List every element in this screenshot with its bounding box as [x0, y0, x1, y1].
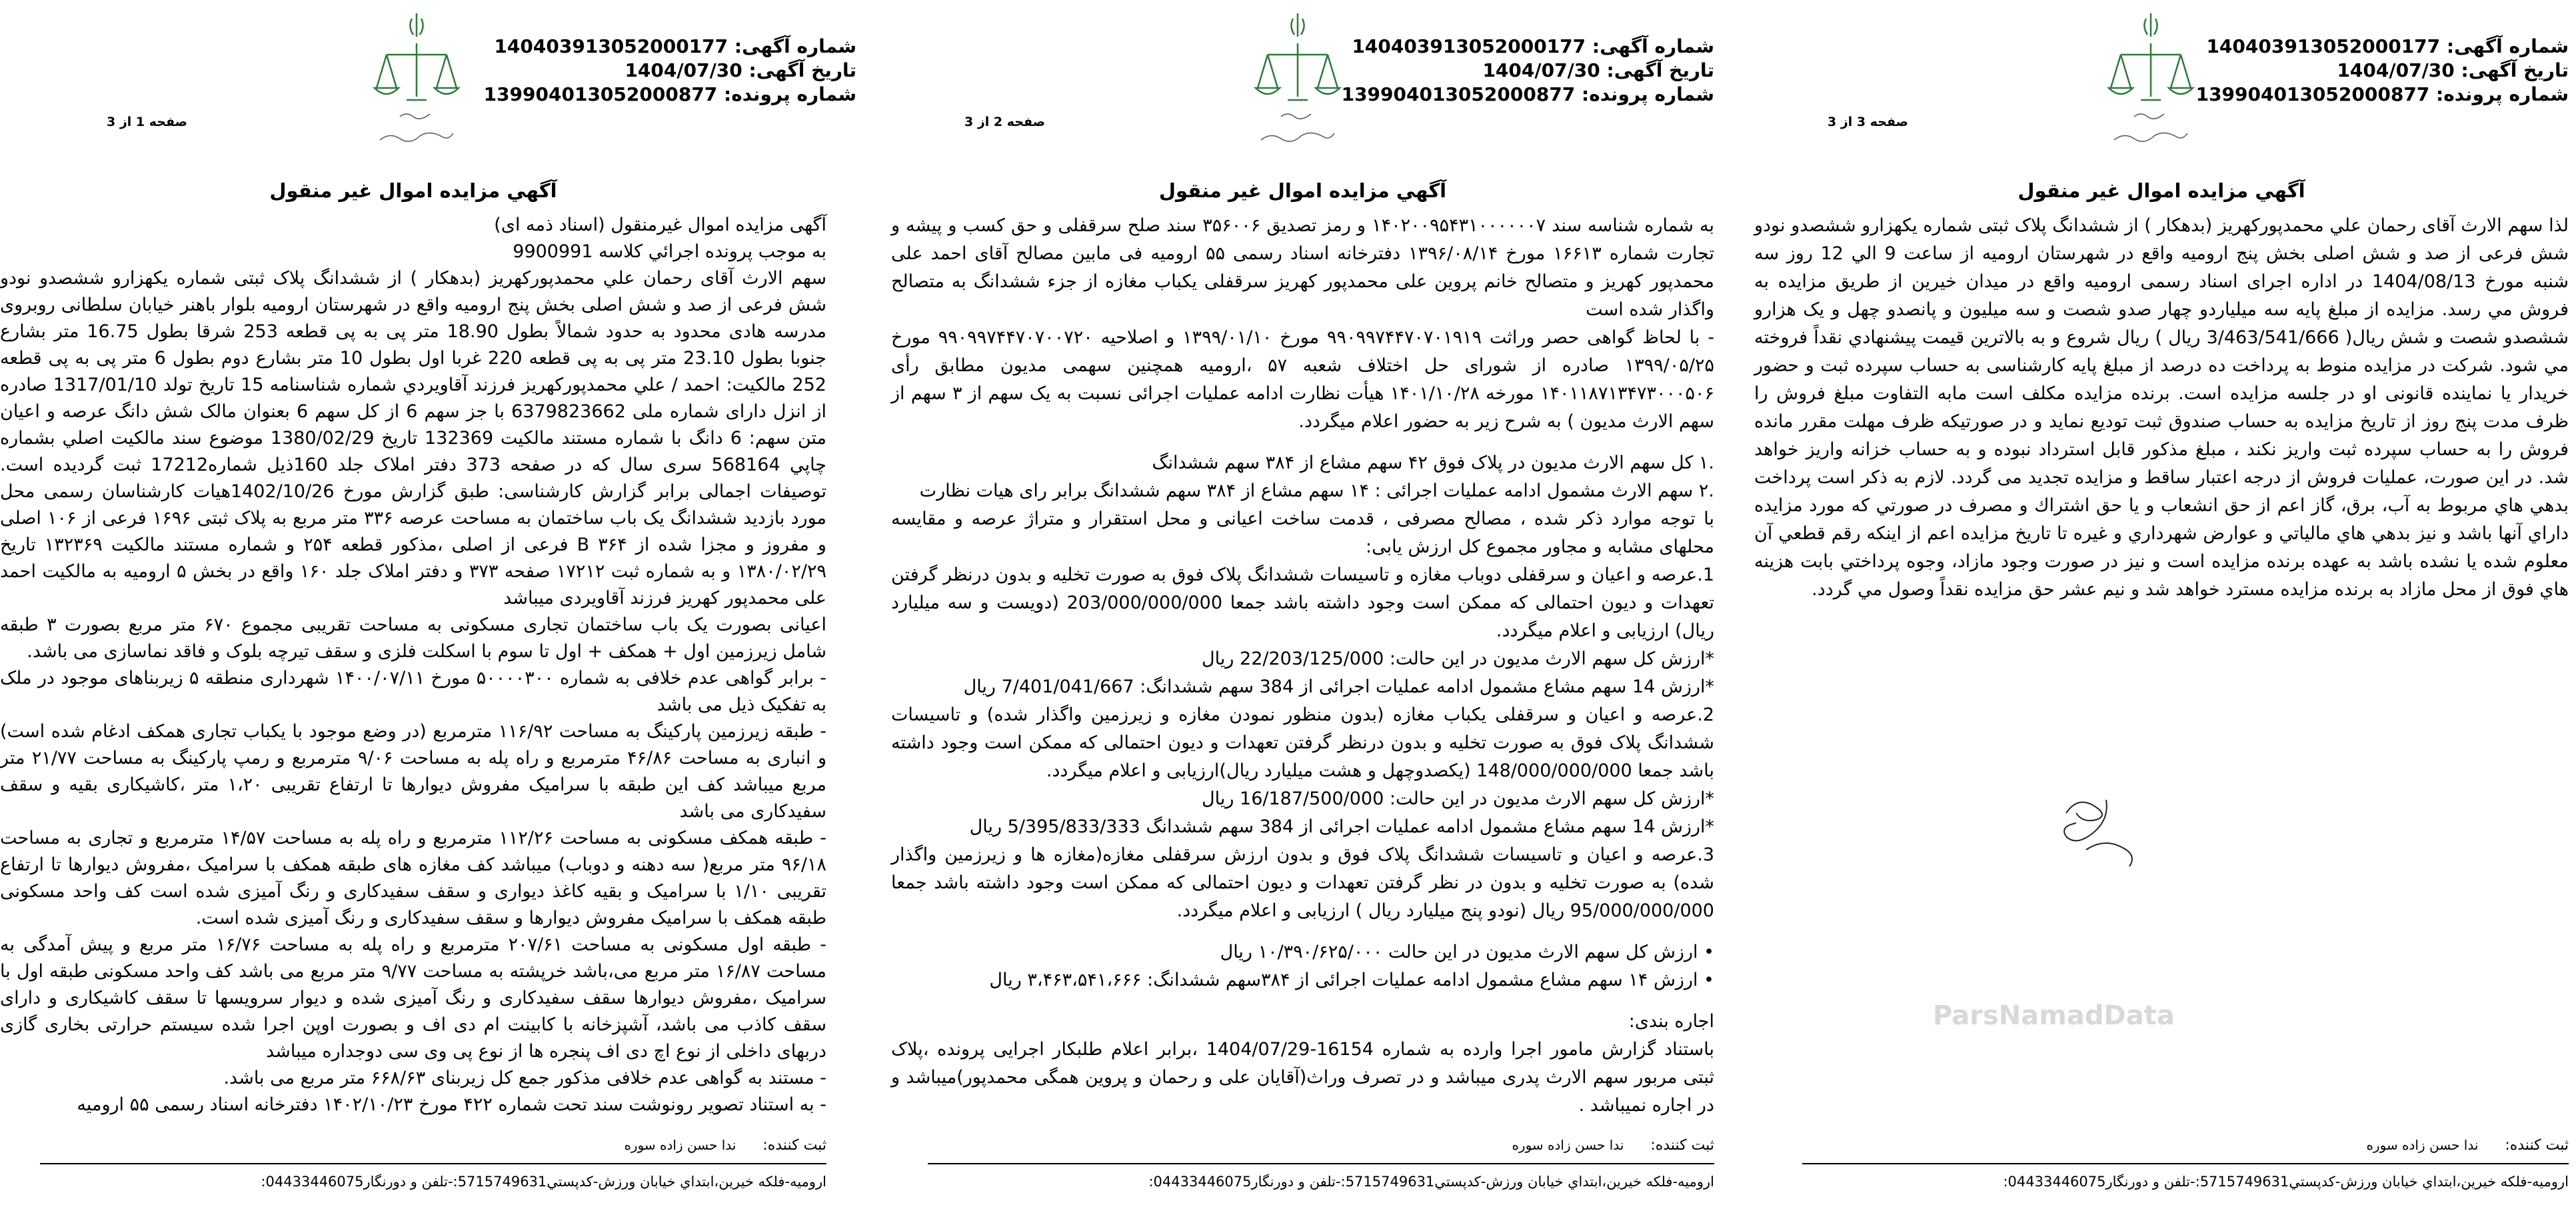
ad-number: 140403913052000177 — [2206, 35, 2441, 57]
ad-number-label: شماره آگهی: — [734, 35, 856, 57]
judiciary-scales-logo — [367, 7, 467, 157]
registrar — [624, 1135, 826, 1156]
page-title: آگهي مزايده اموال غير منقول — [1158, 179, 1447, 202]
ad-header — [2196, 35, 2569, 107]
paragraph: - به استناد تصویر رونوشت سند تحت شماره ۴۲۲ مورخ ۱۴۰۲/۱۰/۲۳ دفترخانه اسناد رسمی ۵۵ ارومیه — [77, 1094, 826, 1115]
valuation-value: *ارزش 14 سهم مشاع مشمول ادامه عملیات اجرائی از 384 سهم ششدانگ 5/395/833/333 ریال — [969, 816, 1714, 837]
file-number-label: شماره پرونده: — [724, 83, 856, 105]
footer-divider — [40, 1163, 826, 1164]
page-number: صفحه 1 از 3 — [107, 115, 188, 129]
bullet-item: • ارزش ۱۴ سهم مشاع مشمول ادامه عملیات اجرائی از ۳۸۴سهم ششدانگ: ۳،۴۶۳،۵۴۱،۶۶۶ ریال — [989, 970, 1714, 990]
ad-date: 1404/07/30 — [2337, 59, 2455, 81]
valuation-value: *ارزش 14 سهم مشاع مشمول ادامه عملیات اجرائی از 384 سهم ششدانگ: 7/401/041/667 ریال — [963, 676, 1714, 697]
registrar — [1512, 1135, 1714, 1156]
ad-date-label: تاریخ آگهی: — [748, 59, 856, 81]
watermark: ParsNamadData — [1933, 1000, 2175, 1031]
paragraph: - با لحاظ گواهی حصر وراثت ۹۹۰۹۹۷۴۴۷۰۷۰۱۹۱۹ مورخ ۱۳۹۹/۰۱/۱۰ و اصلاحیه ۹۹۰۹۹۷۴۴۷۰۷۰۰۷۲۰ مورخ ۱۳۹۹/۰۵/۲۵ صادره از شورای حل اختلاف شعبه ۵۷ ،ارومیه همچنین سهمی مدیون مطابق رأی ۱۴۰۱۱۸۷۱۳۴۷۳۰۰۰۵۰۶ مورخه ۱۴۰۱/۱۰/۲۸ هیأت نظارت ادامه عملیات اجرائی نسبت به یک سهم از ۳ سهم از سهم الارث مدیون ) به شرح زیر به حضور اعلام میگردد. — [891, 327, 1715, 432]
valuation-item: 1.عرصه و اعیان و سرقفلی دوباب مغازه و تاسیسات ششدانگ پلاک فوق به صورت تخلیه و بدون درنظر گرفتن تعهدات و دیون احتمالی که ممکن است وجود داشته باشد جمعا 203/000/000/000 (دویست و سه میلیارد ریال) ارزیابی و اعلام میگردد. — [891, 565, 1714, 641]
paragraph: با توجه موارد ذکر شده ، مصالح مصرفی ، قدمت ساخت اعیانی و محل استقرار و متراژ عرصه و مقایسه محلهای مشابه و مجاور مجموع کل ارزش یابی: — [891, 509, 1714, 557]
registrar-label: ثبت کننده: — [1650, 1137, 1714, 1154]
valuation-item: 3.عرصه و اعیان و تاسیسات ششدانگ پلاک فوق و بدون ارزش سرقفلی مغازه(مغازه ها و زیرزمین واگذار شده) به صورت تخلیه و بدون در نظر گرفتن تعهدات و دیون احتمالی که ممکن است وجود داشته باشد جمعا 95/000/000/000 ریال (نودو پنج میلیارد ریال ) ارزیابی و اعلام میگردد. — [891, 844, 1714, 921]
ad-date: 1404/07/30 — [625, 59, 742, 81]
judiciary-scales-logo — [2101, 7, 2201, 157]
paragraph: - طبقه همکف مسکونی به مساحت ۱۱۲/۲۶ مترمربع و راه پله به مساحت ۱۴/۵۷ مترمربع و تجاری به مساحت ۹۶/۱۸ متر مربع( سه دهنه و دوباب) میباشد کف مغازه های طبقه همکف با سرامیک ،مفروش دیوارها تا ارتفاع تقریبی ۱/۱۰ با سرامیک و بقیه کاغذ دیواری و سقف سفیدکاری و رنگ آمیزی شده است کف واحد مسکونی طبقه همکف با سرامیک مفروش دیوارها و سقف سفیدکاری و رنگ آمیزی شده است. — [0, 828, 827, 928]
valuation-value: *ارزش کل سهم الارث مدیون در این حالت: 16/187/500/000 ریال — [1202, 788, 1714, 809]
paragraph: - طبقه اول مسکونی به مساحت ۲۰۷/۶۱ مترمربع و راه پله به مساحت ۱۶/۷۶ متر مربع و پیش آمدگی به مساحت ۱۶/۸۷ متر مربع می،باشد خرپشته به مساحت ۹/۷۷ متر مربع می باشد کف واحد مسکونی طبقه اول با سرامیک ،مفروش دیوارها سقف سفیدکاری و رنگ آمیزی شده و دیوار سرویسها تا سقف کاشیکاری و دارای سقف کاذب می باشد، آشپزخانه با کابینت ام دی اف و بصورت اوپن اجرا شده سیستم حرارتی بخاری گازی دربهای داخلی از نوع اچ دی اف پنجره ها از نوع پی وی سی دوجداره میباشد — [0, 934, 827, 1062]
ad-header — [1342, 35, 1714, 107]
footer-divider — [1802, 1163, 2569, 1164]
footer-divider — [928, 1163, 1714, 1164]
notice-body — [0, 212, 826, 1118]
paragraph: باستناد گزارش مامور اجرا وارده به شماره 16154-1404/07/29 ،برابر اعلام طلبکار اجرایی پرونده ،پلاک ثبتی مربور سهم الارث پدری میباشد و در تصرف وراث(آقایان علی و رحمان و پروین همگی محمدپور)میباشد و در اجاره نمیباشد . — [891, 1039, 1714, 1116]
valuation-item: 2.عرصه و اعیان و سرقفلی یکباب مغازه (بدون منظور نمودن مغازه و زیرزمین واگذار شده) و تاسیسات ششدانگ پلاک فوق به صورت تخلیه و بدون درنظر گرفتن تعهدات و دیون احتمالی که ممکن است وجود داشته باشد جمعا 148/000/000/000 (یکصدوچهل و هشت میلیارد ریال)ارزیابی و اعلام میگردد. — [891, 704, 1714, 781]
ad-date-label: تاریخ آگهی: — [1606, 59, 1714, 81]
registrar-name: ندا حسن زاده سوره — [624, 1137, 736, 1153]
paragraph: - برابر گواهی عدم خلافی به شماره ۵۰۰۰۰۳۰۰ مورخ ۱۴۰۰/۰۷/۱۱ شهرداری منطقه ۵ زیربناهای موجود در ملک به تفکیک ذیل می باشد — [0, 668, 826, 715]
page-3 — [1754, 0, 2569, 1219]
footer-address: اروميه-فلکه خيرين،ابتداي خيابان ورزش-کدپستي5715749631:-تلفن و دورنگار04433446075: — [1148, 1174, 1714, 1190]
paragraph: - مستند به گواهی عدم خلافی مذکور جمع کل زیربنای ۶۶۸/۶۳ متر مربع می باشد. — [223, 1068, 826, 1088]
ad-number-label: شماره آگهی: — [2446, 35, 2569, 57]
paragraph: - طبقه زیرزمین پارکینگ به مساحت ۱۱۶/۹۲ مترمربع (در وضع موجود با یکباب تجاری همکف ادغام شده است) و انباری به مساحت ۴۶/۸۶ مترمربع و راه پله به مساحت ۹/۰۶ مترمربع و رمپ پارکینگ به مساحت ۲۱/۷۷ متر مربع میباشد کف این طبقه با سرامیک مفروش دیوارها تا ارتفاع تقریبی ۱،۲۰ متر ،کاشیکاری بقیه و سقف سفیدکاری می باشد — [0, 721, 827, 822]
notice-subtitle: آگهی مزایده اموال غیرمنقول (اسناد ذمه ای) — [494, 215, 826, 235]
lease-heading: اجاره بندی: — [1628, 1011, 1714, 1032]
registrar-name: ندا حسن زاده سوره — [1512, 1137, 1624, 1153]
file-number-label: شماره پرونده: — [1582, 83, 1714, 105]
registrar — [2366, 1135, 2569, 1156]
page-number: صفحه 2 از 3 — [964, 115, 1046, 129]
paragraph: سهم الارث آقای رحمان علي محمدپوركهريز (بدهكار ) از ششدانگ پلاک ثبتی شماره یکهزارو ششصدو نودو شش فرعی از صد و شش اصلی بخش پنج ارومیه واقع در شهرستان ارومیه بلوار باهنر خیابان سلطانی روبروی مدرسه هادی محدود به حدود شمالاً بطول 18.90 متر پی به پی قطعه 253 شرقا بطول 16.75 متر بشارع جنوبا بطول 23.10 متر پی به پی قطعه 220 غربا اول بطول 10 متر بشارع دوم بطول 6 متر پی به پی قطعه 252 مالکیت: احمد / علي محمدپوركهريز فرزند آقاويردي شماره شناسنامه 15 تاریخ تولد 1317/01/10 صادره از انزل دارای شماره ملی 6379823662 با جز سهم 6 از کل سهم 6 بعنوان مالک شش دانگ عرصه و اعیان متن سهم: 6 دانگ با شماره مستند مالکیت 132369 تاریخ 1380/02/29 موضوع سند مالکیت اصلي بشماره چاپي 568164 سری سال که در صفحه 373 دفتر املاک جلد 160ذیل شماره17212 ثبت گردیده است. توصیفات اجمالی برابر گزارش کارشناسی: طبق گزارش مورخ 1402/10/26هیات کارشناسان رسمی محل مورد بازدید ششدانگ یک باب ساختمان به مساحت عرصه ۳۳۶ متر مربع به پلاک ثبتی ۱۶۹۶ فرعی از ۱۰۶ اصلی و مفروز و مجزا شده از ۳۶۴ B فرعی از اصلی ،مذکور قطعه ۲۵۴ و شماره مستند مالکیت ۱۳۲۳۶۹ تاریخ ۱۳۸۰/۰۲/۲۹ و به شماره ثبت ۱۷۲۱۲ صفحه ۳۷۳ و دفتر املاک جلد ۱۶۰ واقع در بخش ۵ ارومیه به مالکیت احمد علی محمدپور کهریز فرزند آقاویردی میباشد — [0, 268, 827, 609]
file-number: 139904013052000877 — [1341, 83, 1576, 105]
page-1 — [0, 0, 856, 1219]
paragraph: اعیانی بصورت یک باب ساختمان تجاری مسکونی به مساحت تقریبی مجموع ۶۷۰ متر مربع بصورت ۳ طبقه شامل زیرزمین اول + همکف + اول تا سوم با اسکلت فلزی و سقف تیرچه بلوک و فاقد نماسازی می باشد. — [0, 614, 826, 662]
ad-number: 140403913052000177 — [1352, 35, 1586, 57]
paragraph: به شماره شناسه سند ۱۴۰۲۰۰۹۵۴۳۱۰۰۰۰۰۰۷ و رمز تصدیق ۳۵۶۰۰۶ سند صلح سرقفلی و حق کسب و پیشه و تجارت شماره ۱۶۶۱۳ مورخ ۱۳۹۶/۰۸/۱۴ دفترخانه اسناد رسمی ۵۵ ارومیه فی مابین مصالح آقای احمد علی محمدپور کهریز و متصالح خانم پروین علی محمدپور کهریز سرقفلی یکباب مغازه از جزء ششدانگ به متصالح واگذار شده است — [891, 215, 1715, 320]
registrar-label: ثبت کننده: — [2505, 1137, 2569, 1154]
valuation-value: *ارزش کل سهم الارث مدیون در این حالت: 22/203/125/000 ریال — [1202, 648, 1714, 669]
ad-header — [484, 35, 856, 107]
notice-body — [1754, 212, 2569, 604]
bullet-item: • ارزش کل سهم الارث مدیون در این حالت ۱۰/۳۹۰/۶۲۵/۰۰۰ ریال — [1220, 942, 1714, 962]
ad-number: 140403913052000177 — [494, 35, 728, 57]
footer-address: اروميه-فلکه خيرين،ابتداي خيابان ورزش-کدپستي5715749631:-تلفن و دورنگار04433446075: — [2003, 1174, 2569, 1190]
page-number: صفحه 3 از 3 — [1828, 115, 1909, 129]
file-number: 139904013052000877 — [2195, 83, 2430, 105]
ad-date: 1404/07/30 — [1482, 59, 1600, 81]
notice-body — [891, 212, 1714, 1120]
registrar-label: ثبت کننده: — [762, 1137, 826, 1154]
file-number-label: شماره پرونده: — [2436, 83, 2569, 105]
case-number: به موجب پرونده اجرائي كلاسه 9900991 — [513, 241, 826, 262]
page-2 — [891, 0, 1714, 1219]
ad-number-label: شماره آگهی: — [1592, 35, 1714, 57]
list-item: .۱ کل سهم الارث مدیون در پلاک فوق ۴۲ سهم مشاع از ۳۸۴ سهم ششدانگ — [1152, 453, 1714, 473]
page-title: آگهي مزايده اموال غير منقول — [269, 179, 557, 202]
judiciary-scales-logo — [1248, 7, 1348, 157]
registrar-name: ندا حسن زاده سوره — [2366, 1137, 2479, 1153]
signature — [2046, 786, 2153, 873]
list-item: .۲ سهم الارث مشمول ادامه عملیات اجرائی : ۱۴ سهم مشاع از ۳۸۴ سهم ششدانگ برابر رای هیات نظارت — [919, 481, 1714, 501]
file-number: 139904013052000877 — [483, 83, 718, 105]
page-title: آگهي مزايده اموال غير منقول — [2017, 179, 2305, 202]
footer-address: اروميه-فلکه خيرين،ابتداي خيابان ورزش-کدپستي5715749631:-تلفن و دورنگار04433446075: — [261, 1174, 826, 1190]
paragraph: لذا سهم الارث آقای رحمان علي محمدپوركهريز (بدهكار ) از ششدانگ پلاک ثبتی شماره يكهزارو ششصدو نودو شش فرعی از صد و شش اصلی بخش پنج ارومیه واقع در شهرستان ارومیه از ساعت 9 الي 12 روز سه شنبه مورخ 1404/08/13 در اداره اجرای اسناد رسمی ارومیه واقع در میدان خیرین از طریق مزایده به فروش مي رسد. مزايده از مبلغ پايه سه میلیاردو چهار صدو شصت و سه میلیون و پانصدو چهل و یک هزارو ششصدو شصت و شش ريال( 3/463/541/666 ريال ) ريال شروع و به بالاترين قيمت پيشنهادي نقداً فروخته مي شود. شركت در مزایده منوط به پرداخت ده درصد از مبلغ پایه كارشناسی به حساب سپرده ثبت و حضور خریدار یا نماینده قانونی او در جلسه مزایده است. برنده مزایده مكلف است مابه التفاوت مبلغ فروش را ظرف مدت پنج روز از تاریخ مزایده به حساب صندوق ثبت تودیع نماید و در صورتیكه ظرف مهلت مقرر مانده فروش را به حساب سپرده ثبت واریز نكند ، مبلغ مذكور قابل استرداد نبوده و به حساب خزانه واریز خواهد شد. در این صورت، عملیات فروش از درجه اعتبار ساقط و مزایده تجدید می گردد. لازم به ذكر است پرداخت بدهي هاي مربوط به آب، برق، گاز اعم از حق انشعاب و يا حق اشتراك و مصرف در صورتي كه مورد مزايده داراي آنها باشد و نيز بدهي هاي مالياتي و عوارض شهرداري و غيره تا تاريخ مزايده اعم از اينكه رقم قطعي آن معلوم شده يا نشده باشد به عهده برنده مزايده است و نيز در صورت وجود مازاد، وجوه پرداختي بابت هزينه هاي فوق از محل مازاد به برنده مزايده مسترد خواهد شد و نيم عشر حق مزايده نقداً وصول مي گردد. — [1754, 215, 2569, 600]
ad-date-label: تاریخ آگهی: — [2461, 59, 2569, 81]
